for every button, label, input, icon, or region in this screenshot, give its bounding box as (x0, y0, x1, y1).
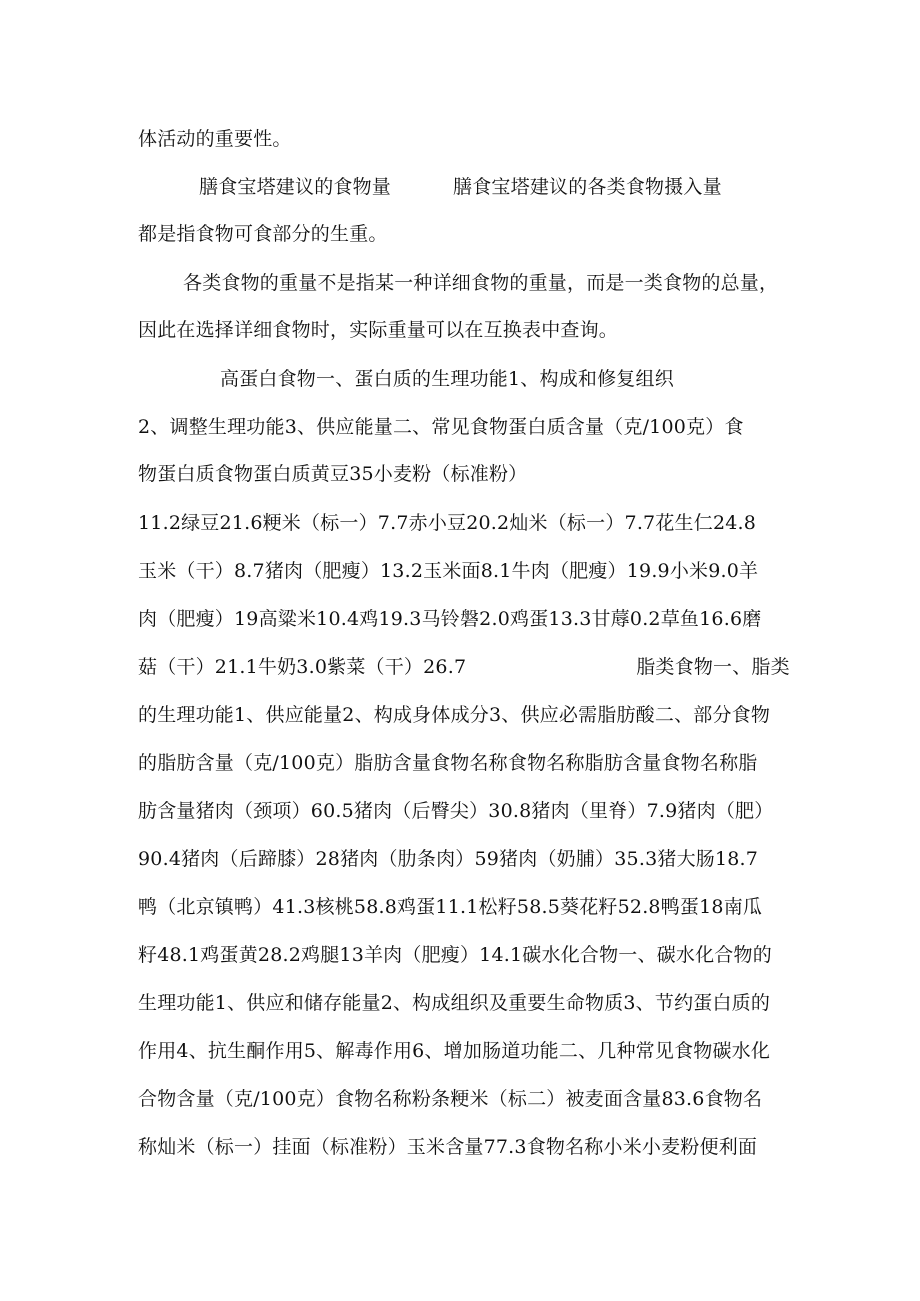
text-line-1: 体活动的重要性。 (138, 128, 292, 150)
text-line-8: 11.2绿豆21.6粳米（标一）7.7赤小豆20.2灿米（标一）7.7花生仁24.8 (138, 512, 757, 534)
text-line-5: 高蛋白食物一、蛋白质的生理功能1、构成和修复组织 (220, 368, 674, 390)
text-line-7: 物蛋白质食物蛋白质黄豆35小麦粉（标准粉） (138, 463, 528, 485)
text-line-9: 玉米（干）8.7猪肉（肥瘦）13.2玉米面8.1牛肉（肥瘦）19.9小米9.0羊 (138, 560, 759, 582)
text-line-15: 90.4猪肉（后蹄膝）28猪肉（肋条肉）59猪肉（奶脯）35.3猪大肠18.7 (138, 848, 759, 870)
text-line-6: 2、调整生理功能3、供应能量二、常见食物蛋白质含量（克/100克）食 (138, 416, 744, 438)
pagoda-right-text: 膳食宝塔建议的各类食物摄入量 (453, 176, 722, 198)
text-line-17: 籽48.1鸡蛋黄28.2鸡腿13羊肉（肥瘦）14.1碳水化合物一、碳水化合物的 (138, 944, 772, 966)
text-line-11 (138, 655, 798, 679)
text-line-3: 各类食物的重量不是指某一种详细食物的重量，而是一类食物的总量， (183, 272, 779, 294)
fat-heading: 脂类食物一、脂类 (636, 656, 790, 678)
protein-table-end: 菇（干）21.1牛奶3.0紫菜（干）26.7 (138, 656, 467, 678)
text-line-18: 生理功能1、供应和储存能量2、构成组织及重要生命物质3、节约蛋白质的 (138, 992, 771, 1014)
text-line-20: 合物含量（克/100克）食物名称粉条粳米（标二）被麦面含量83.6食物名 (138, 1088, 763, 1110)
text-line-16: 鸭（北京镇鸭）41.3核桃58.8鸡蛋11.1松籽58.5葵花籽52.8鸭蛋18南瓜 (138, 896, 763, 918)
pagoda-line (199, 175, 859, 199)
text-line-14: 肪含量猪肉（颈项）60.5猪肉（后臀尖）30.8猪肉（里脊）7.9猪肉（肥） (138, 800, 774, 822)
text-line-4: 因此在选择详细食物时，实际重量可以在互换表中查询。 (138, 319, 619, 341)
text-line-12: 的生理功能1、供应能量2、构成身体成分3、供应必需脂肪酸二、部分食物 (138, 704, 771, 726)
text-line-21: 称灿米（标一）挂面（标准粉）玉米含量77.3食物名称小米小麦粉便利面 (138, 1136, 758, 1158)
text-line-10: 肉（肥瘦）19高粱米10.4鸡19.3马铃磐2.0鸡蛋13.3甘蓐0.2草鱼16.6磨 (138, 608, 762, 630)
text-line-2: 都是指食物可食部分的生重。 (138, 223, 388, 245)
text-line-13: 的脂肪含量（克/100克）脂肪含量食物名称食物名称脂肪含量食物名称脂 (138, 752, 758, 774)
text-line-19: 作用4、抗生酮作用5、解毒作用6、增加肠道功能二、几种常见食物碳水化 (138, 1040, 771, 1062)
pagoda-left-text: 膳食宝塔建议的食物量 (199, 176, 392, 198)
